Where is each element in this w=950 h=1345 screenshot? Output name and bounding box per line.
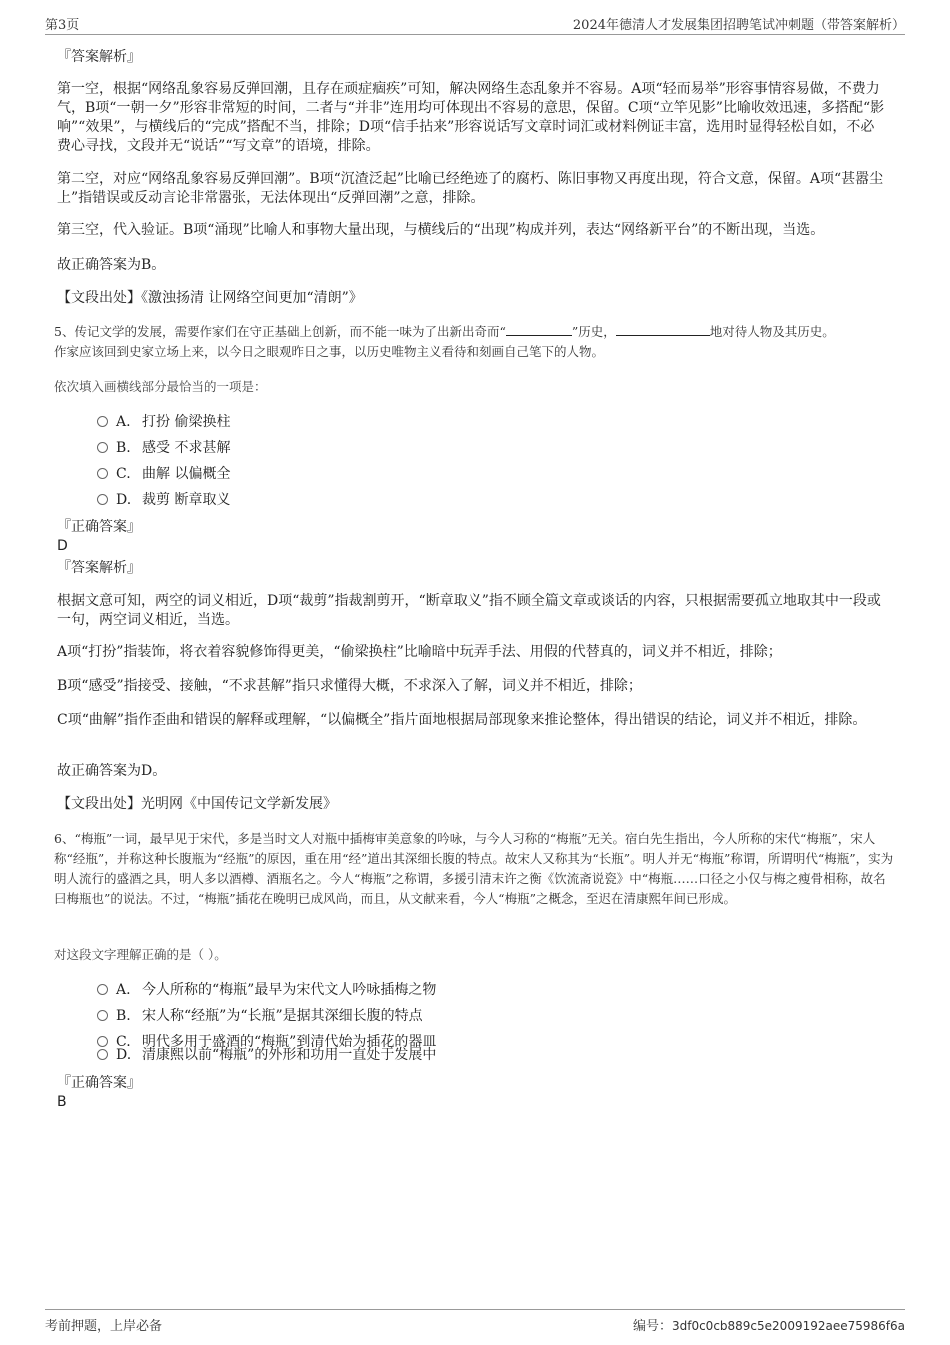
q4-analysis-p3: 第三空，代入验证。B项“涌现”比喻人和事物大量出现，与横线后的“出现”构成并列，表达“网络新平台”的不断出现，当选。 [57, 222, 825, 238]
q6-option-a[interactable] [97, 980, 436, 1000]
option-text: 曲解 以偏概全 [142, 466, 231, 482]
q6-prompt: 对这段文字理解正确的是（ ）。 [54, 947, 227, 962]
page-number: 第3页 [45, 18, 80, 33]
radio-icon[interactable] [97, 984, 108, 995]
q5-conclusion: 故正确答案为D。 [57, 763, 167, 779]
option-letter: B. [116, 440, 131, 456]
q5-option-c[interactable] [97, 464, 230, 484]
q4-analysis-p2: 第二空，对应“网络乱象容易反弹回潮”。B项“沉渣泛起”比喻已经绝迹了的腐朽、陈旧事物又再度出现，符合文意，保留。A项“甚嚣尘上”指错误或反动言论非常嚣张，无法体现出“反弹回潮”之意，排除。 [57, 171, 884, 206]
q5-prompt: 依次填入画横线部分最恰当的一项是： [54, 379, 267, 394]
page-footer [45, 1309, 905, 1332]
q4-analysis-p1: 第一空，根据“网络乱象容易反弹回潮，且存在顽症痼疾”可知，解决网络生态乱象并不容易。A项“轻而易举”形容事情容易做，不费力气，B项“一朝一夕”形容非常短的时间，二者与“并非”连用均可体现出不容易的意思，保留。C项“立竿见影”比喻收效迅速，多搭配“影响”“效果”，与横线后的“完成”搭配不当，排除；D项“信手拈来”形容说话写文章时词汇或材料例证丰富，选用时显得轻松自如，不必费心寻找，文段并无“说话”“写文章”的语境，排除。 [57, 81, 885, 154]
option-text: 感受 不求甚解 [142, 440, 231, 456]
q5-analysis-label: 『答案解析』 [57, 560, 141, 576]
page-header [45, 14, 905, 35]
q5-analysis-p3: B项“感受”指接受、接触，“不求甚解”指只求懂得大概，不求深入了解，词义并不相近，排除； [57, 678, 642, 694]
q5-blank-1 [506, 323, 572, 336]
q6-answer: B [57, 1094, 67, 1110]
document-id-label: 编号： [632, 1319, 672, 1334]
q5-option-d[interactable] [97, 490, 230, 510]
q6-option-b[interactable] [97, 1006, 423, 1026]
option-letter: D. [116, 492, 132, 508]
option-letter: A. [116, 982, 131, 998]
radio-icon[interactable] [97, 1049, 108, 1060]
option-letter: C. [116, 466, 131, 482]
radio-icon[interactable] [97, 468, 108, 479]
document-id [633, 1315, 905, 1334]
q5-question-text [54, 322, 894, 362]
q5-option-a[interactable] [97, 412, 230, 432]
radio-icon[interactable] [97, 1010, 108, 1021]
option-letter: D. [116, 1047, 132, 1063]
radio-icon[interactable] [97, 442, 108, 453]
q5-blank-2 [616, 323, 710, 336]
q5-text-part-c: 地对待人物及其历史。 [709, 324, 835, 339]
q5-text-part-b: ”历史， [571, 324, 616, 339]
footer-slogan: 考前押题，上岸必备 [45, 1319, 163, 1334]
q4-source: 【文段出处】《激浊扬清 让网络空间更加“清朗”》 [57, 290, 363, 306]
option-text: 今人所称的“梅瓶”最早为宋代文人吟咏插梅之物 [142, 982, 437, 998]
q5-text-part-d: 作家应该回到史家立场上来，以今日之眼观昨日之事，以历史唯物主义看待和刻画自己笔下的人物。 [54, 344, 605, 359]
q5-answer-label: 『正确答案』 [57, 519, 141, 535]
q5-option-b[interactable] [97, 438, 230, 458]
document-title: 2024年德清人才发展集团招聘笔试冲刺题（带答案解析） [572, 18, 905, 33]
q6-question-text: 6、“梅瓶”一词，最早见于宋代，多是当时文人对瓶中插梅审美意象的吟咏，与今人习称的“梅瓶”无关。宿白先生指出，今人所称的宋代“梅瓶”，宋人称“经瓶”，并称这种长腹瓶为“经瓶”的原因，重在用“经”道出其深细长腹的特点。故宋人又称其为“长瓶”。明人并无“梅瓶”称谓，所谓明代“梅瓶”，实为明人流行的盛酒之具，明人多以酒樽、酒瓶名之。今人“梅瓶”之称谓，多援引清末许之衡《饮流斋说瓷》中“梅瓶……口径之小仅与梅之瘦骨相称，故名曰梅瓶也”的说法。不过，“梅瓶”插花在晚明已成风尚，而且，从文献来看，今人“梅瓶”之概念，至迟在清康熙年间已形成。 [54, 831, 894, 906]
q5-analysis-p1: 根据文意可知，两空的词义相近，D项“裁剪”指裁割剪开，“断章取义”指不顾全篇文章或谈话的内容，只根据需要孤立地取其中一段或一句，两空词义相近，当选。 [57, 593, 881, 628]
q5-analysis-p2: A项“打扮”指装饰，将衣着容貌修饰得更美，“偷梁换柱”比喻暗中玩弄手法、用假的代替真的，词义并不相近，排除； [57, 644, 782, 660]
q5-answer: D [57, 538, 68, 554]
option-text: 裁剪 断章取义 [142, 492, 231, 508]
q4-analysis-label: 『答案解析』 [57, 49, 141, 65]
q6-answer-label: 『正确答案』 [57, 1075, 141, 1091]
option-letter: A. [116, 414, 131, 430]
option-text: 明代多用于盛酒的“梅瓶”到清代始为插花的器皿 [142, 1034, 437, 1050]
q5-text-part-a: 5、传记文学的发展，需要作家们在守正基础上创新，而不能一味为了出新出奇而“ [54, 324, 506, 339]
q5-analysis-p4: C项“曲解”指作歪曲和错误的解释或理解，“以偏概全”指片面地根据局部现象来推论整体，得出错误的结论，词义并不相近，排除。 [57, 712, 867, 728]
option-letter: B. [116, 1008, 131, 1024]
document-id-value: 3df0c0cb889c5e2009192aee75986f6a [671, 1319, 905, 1333]
radio-icon[interactable] [97, 416, 108, 427]
q4-conclusion: 故正确答案为B。 [57, 257, 166, 273]
option-text: 清康熙以前“梅瓶”的外形和功用一直处于发展中 [142, 1047, 437, 1063]
option-text: 宋人称“经瓶”为“长瓶”是据其深细长腹的特点 [142, 1008, 423, 1024]
option-text: 打扮 偷梁换柱 [142, 414, 231, 430]
q5-source: 【文段出处】光明网《中国传记文学新发展》 [57, 796, 337, 812]
q6-option-d[interactable] [97, 1045, 436, 1065]
option-letter: C. [116, 1034, 131, 1050]
radio-icon[interactable] [97, 494, 108, 505]
